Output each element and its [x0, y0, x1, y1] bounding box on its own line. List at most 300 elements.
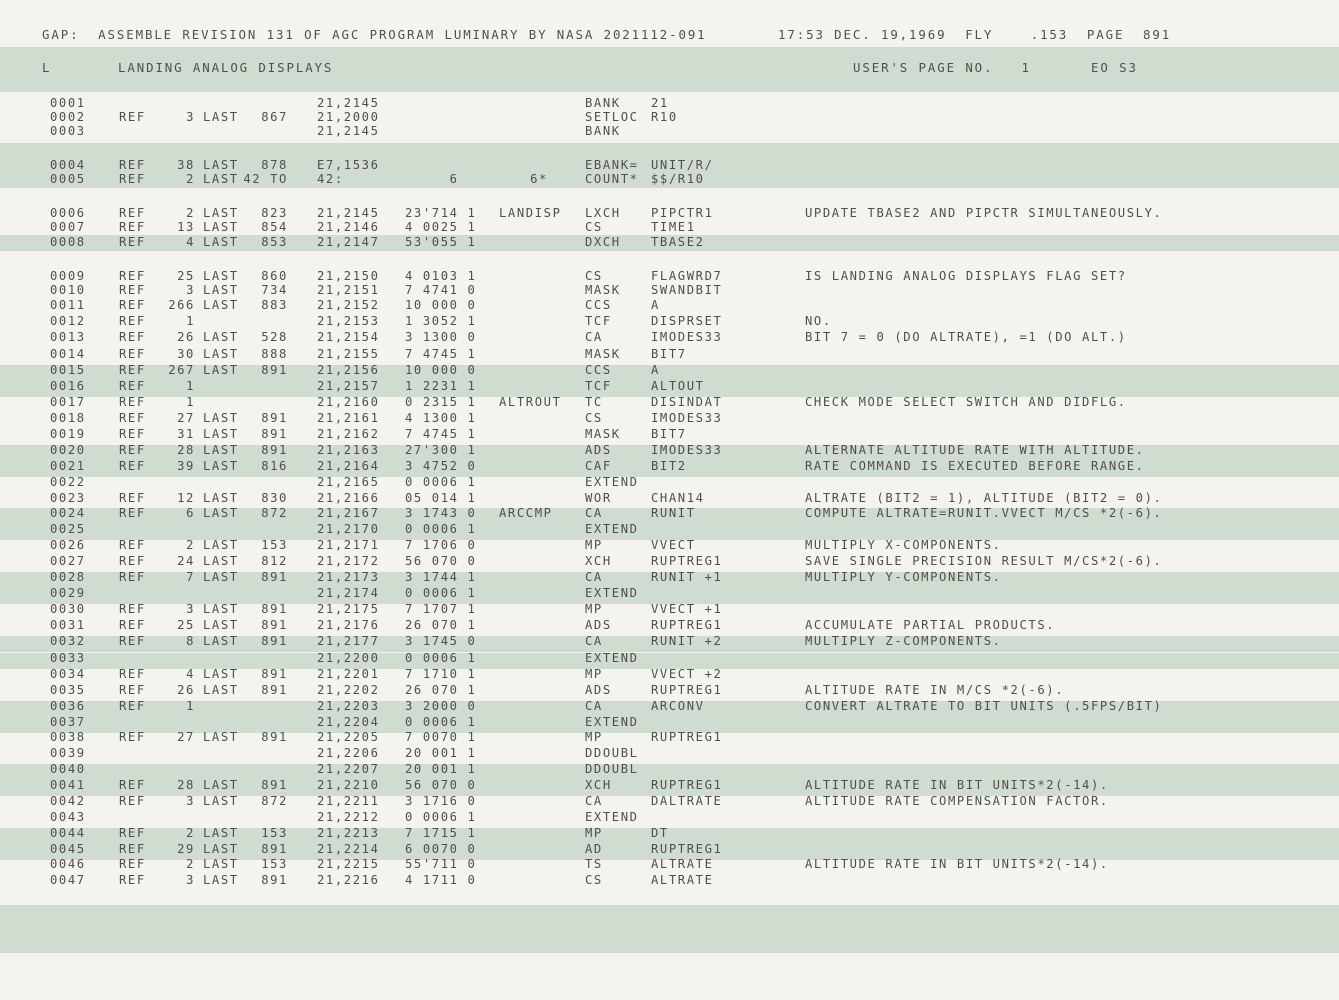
- row-opcode: BANK: [585, 124, 621, 138]
- row-opcode: CAF: [585, 459, 612, 473]
- row-comment: ALTITUDE RATE IN BIT UNITS*2(-14).: [805, 778, 1109, 792]
- row-operand: TIME1: [651, 220, 696, 234]
- row-ref: REF: [119, 873, 146, 887]
- row-last: LAST: [203, 506, 239, 520]
- row-comment: ALTITUDE RATE COMPENSATION FACTOR.: [805, 794, 1109, 808]
- row-line-number: 0041: [50, 778, 86, 792]
- row-operand: BIT7: [651, 347, 687, 361]
- row-opcode: SETLOC: [585, 110, 639, 124]
- row-ref: REF: [119, 443, 146, 457]
- row-line-number: 0036: [50, 699, 86, 713]
- row-ref: REF: [119, 158, 146, 172]
- row-last: LAST: [203, 220, 239, 234]
- row-octal-word: 20 001 1: [405, 746, 477, 760]
- row-last: LAST: [203, 158, 239, 172]
- row-comment: ALTITUDE RATE IN M/CS *2(-6).: [805, 683, 1065, 697]
- row-operand: BIT7: [651, 427, 687, 441]
- row-ref: REF: [119, 634, 146, 648]
- row-ref-count: 3: [186, 602, 195, 616]
- row-ref-count: 30: [177, 347, 195, 361]
- row-line-number: 0007: [50, 220, 86, 234]
- row-last-page: 528: [261, 330, 288, 344]
- row-last-page: 891: [261, 443, 288, 457]
- row-ref: REF: [119, 778, 146, 792]
- row-line-number: 0047: [50, 873, 86, 887]
- row-ref-count: 39: [177, 459, 195, 473]
- row-octal-word: 0 0006 1: [405, 586, 477, 600]
- row-operand: RUPTREG1: [651, 842, 723, 856]
- row-ref-count: 13: [177, 220, 195, 234]
- row-address: 21,2165: [317, 475, 380, 489]
- row-line-number: 0009: [50, 269, 86, 283]
- row-address: 21,2157: [317, 379, 380, 393]
- row-address: 21,2155: [317, 347, 380, 361]
- row-last-page: 872: [261, 506, 288, 520]
- row-address: 21,2160: [317, 395, 380, 409]
- row-line-number: 0011: [50, 298, 86, 312]
- row-ref-count: 2: [186, 538, 195, 552]
- row-octal-word: 27'300 1: [405, 443, 477, 457]
- row-operand: DT: [651, 826, 669, 840]
- row-address: 21,2162: [317, 427, 380, 441]
- row-line-number: 0032: [50, 634, 86, 648]
- row-address: 21,2205: [317, 730, 380, 744]
- row-opcode: EXTEND: [585, 651, 639, 665]
- row-line-number: 0003: [50, 124, 86, 138]
- row-ref: REF: [119, 683, 146, 697]
- row-octal-word: 0 0006 1: [405, 810, 477, 824]
- row-ref-count: 2: [186, 826, 195, 840]
- row-octal-word: 7 1710 1: [405, 667, 477, 681]
- row-operand: UNIT/R/: [651, 158, 714, 172]
- row-address: 21,2206: [317, 746, 380, 760]
- row-opcode: LXCH: [585, 206, 621, 220]
- row-last: LAST: [203, 730, 239, 744]
- row-last: LAST: [203, 778, 239, 792]
- row-label: ALTROUT: [499, 395, 562, 409]
- row-last: LAST: [203, 602, 239, 616]
- row-opcode: CS: [585, 873, 603, 887]
- row-octal-word: 0 2315 1: [405, 395, 477, 409]
- row-last-page: 42 TO: [243, 172, 288, 186]
- section-title: LANDING ANALOG DISPLAYS: [118, 60, 334, 75]
- row-address: 21,2161: [317, 411, 380, 425]
- row-address: 21,2210: [317, 778, 380, 792]
- row-opcode: EXTEND: [585, 522, 639, 536]
- row-address: 21,2145: [317, 96, 380, 110]
- row-opcode: XCH: [585, 778, 612, 792]
- row-last: LAST: [203, 172, 239, 186]
- row-last-page: 891: [261, 618, 288, 632]
- row-opcode: ADS: [585, 618, 612, 632]
- row-last-page: 860: [261, 269, 288, 283]
- row-operand: IMODES33: [651, 411, 723, 425]
- row-last: LAST: [203, 570, 239, 584]
- row-last-page: 878: [261, 158, 288, 172]
- row-last-page: 823: [261, 206, 288, 220]
- row-address: 21,2203: [317, 699, 380, 713]
- row-line-number: 0038: [50, 730, 86, 744]
- row-comment: COMPUTE ALTRATE=RUNIT.VVECT M/CS *2(-6).: [805, 506, 1163, 520]
- row-ref: REF: [119, 427, 146, 441]
- row-comment: ALTERNATE ALTITUDE RATE WITH ALTITUDE.: [805, 443, 1145, 457]
- row-ref: REF: [119, 842, 146, 856]
- row-address: 21,2150: [317, 269, 380, 283]
- row-line-number: 0010: [50, 283, 86, 297]
- row-operand: RUNIT +1: [651, 570, 723, 584]
- row-opcode: EXTEND: [585, 715, 639, 729]
- row-ref: REF: [119, 363, 146, 377]
- row-line-number: 0026: [50, 538, 86, 552]
- row-octal-word: 7 4745 1: [405, 347, 477, 361]
- row-line-number: 0020: [50, 443, 86, 457]
- row-opcode: AD: [585, 842, 603, 856]
- row-ref-count: 266: [168, 298, 195, 312]
- row-octal-word: 7 1707 1: [405, 602, 477, 616]
- row-opcode: CS: [585, 269, 603, 283]
- row-address: 21,2167: [317, 506, 380, 520]
- row-operand: BIT2: [651, 459, 687, 473]
- row-last-page: 891: [261, 730, 288, 744]
- row-comment: ALTRATE (BIT2 = 1), ALTITUDE (BIT2 = 0).: [805, 491, 1163, 505]
- row-operand: R10: [651, 110, 678, 124]
- row-comment: ALTITUDE RATE IN BIT UNITS*2(-14).: [805, 857, 1109, 871]
- row-opcode: CA: [585, 634, 603, 648]
- row-operand: A: [651, 363, 660, 377]
- row-address: 21,2201: [317, 667, 380, 681]
- row-address: 21,2202: [317, 683, 380, 697]
- row-last: LAST: [203, 634, 239, 648]
- row-ref: REF: [119, 269, 146, 283]
- row-octal-word: 7 1715 1: [405, 826, 477, 840]
- row-ref-count: 26: [177, 330, 195, 344]
- row-address: 21,2146: [317, 220, 380, 234]
- row-last: LAST: [203, 363, 239, 377]
- row-operand: ALTRATE: [651, 873, 714, 887]
- row-operand: VVECT +2: [651, 667, 723, 681]
- row-ref: REF: [119, 283, 146, 297]
- row-line-number: 0006: [50, 206, 86, 220]
- row-ref-count: 3: [186, 110, 195, 124]
- row-address: 21,2147: [317, 235, 380, 249]
- row-line-number: 0039: [50, 746, 86, 760]
- row-ref: REF: [119, 618, 146, 632]
- row-operand: 21: [651, 96, 669, 110]
- row-comment: RATE COMMAND IS EXECUTED BEFORE RANGE.: [805, 459, 1145, 473]
- row-ref: REF: [119, 395, 146, 409]
- row-operand: RUPTREG1: [651, 778, 723, 792]
- row-octal-word: 0 0006 1: [405, 475, 477, 489]
- row-address: 21,2153: [317, 314, 380, 328]
- row-last: LAST: [203, 873, 239, 887]
- row-last-page: 830: [261, 491, 288, 505]
- row-octal-word: 55'711 0: [405, 857, 477, 871]
- row-line-number: 0002: [50, 110, 86, 124]
- print-header-left: GAP: ASSEMBLE REVISION 131 OF AGC PROGRAM LUMINARY BY NASA 2021112-091: [42, 27, 707, 42]
- row-comment: CONVERT ALTRATE TO BIT UNITS (.5FPS/BIT): [805, 699, 1163, 713]
- row-octal-word: 3 1743 0: [405, 506, 477, 520]
- row-ref: REF: [119, 667, 146, 681]
- row-octal-word: 53'055 1: [405, 235, 477, 249]
- row-ref-count: 1: [186, 699, 195, 713]
- row-ref-count: 24: [177, 554, 195, 568]
- row-ref-count: 25: [177, 269, 195, 283]
- row-opcode: ADS: [585, 443, 612, 457]
- row-address: 21,2213: [317, 826, 380, 840]
- row-last: LAST: [203, 857, 239, 871]
- row-ref-count: 26: [177, 683, 195, 697]
- row-opcode: WOR: [585, 491, 612, 505]
- row-ref: REF: [119, 459, 146, 473]
- row-address: E7,1536: [317, 158, 380, 172]
- row-last-page: 891: [261, 411, 288, 425]
- row-line-number: 0025: [50, 522, 86, 536]
- row-last: LAST: [203, 427, 239, 441]
- row-address: 21,2171: [317, 538, 380, 552]
- row-label: ARCCMP: [499, 506, 553, 520]
- row-octal-word: 10 000 0: [405, 298, 477, 312]
- row-address: 21,2214: [317, 842, 380, 856]
- row-ref-count: 31: [177, 427, 195, 441]
- row-address: 21,2156: [317, 363, 380, 377]
- row-ref-count: 4: [186, 235, 195, 249]
- row-address: 21,2216: [317, 873, 380, 887]
- row-opcode: COUNT*: [585, 172, 639, 186]
- row-ref-count: 267: [168, 363, 195, 377]
- row-ref-count: 2: [186, 206, 195, 220]
- row-line-number: 0008: [50, 235, 86, 249]
- row-comment: MULTIPLY X-COMPONENTS.: [805, 538, 1002, 552]
- row-address: 21,2212: [317, 810, 380, 824]
- row-opcode: MP: [585, 826, 603, 840]
- row-line-number: 0029: [50, 586, 86, 600]
- row-octal-word: 3 1300 0: [405, 330, 477, 344]
- row-operand: DISPRSET: [651, 314, 723, 328]
- row-ref-count: 29: [177, 842, 195, 856]
- row-comment: UPDATE TBASE2 AND PIPCTR SIMULTANEOUSLY.: [805, 206, 1163, 220]
- row-line-number: 0004: [50, 158, 86, 172]
- row-ref-count: 6: [186, 506, 195, 520]
- row-octal-word: 05 014 1: [405, 491, 477, 505]
- print-header-right: 17:53 DEC. 19,1969 FLY .153 PAGE 891: [778, 27, 1172, 42]
- row-last-page: 891: [261, 427, 288, 441]
- row-opcode: EXTEND: [585, 475, 639, 489]
- row-opcode: CCS: [585, 363, 612, 377]
- row-operand: ALTRATE: [651, 857, 714, 871]
- row-octal-word: 7 4741 0: [405, 283, 477, 297]
- row-ref-count: 27: [177, 730, 195, 744]
- row-ref-count: 1: [186, 314, 195, 328]
- row-comment: BIT 7 = 0 (DO ALTRATE), =1 (DO ALT.): [805, 330, 1127, 344]
- row-line-number: 0022: [50, 475, 86, 489]
- row-operand: DALTRATE: [651, 794, 723, 808]
- row-ref: REF: [119, 110, 146, 124]
- row-address: 21,2207: [317, 762, 380, 776]
- row-last: LAST: [203, 683, 239, 697]
- row-ref-count: 28: [177, 443, 195, 457]
- row-last: LAST: [203, 554, 239, 568]
- row-ref-count: 1: [186, 379, 195, 393]
- row-label: LANDISP: [499, 206, 562, 220]
- row-last-page: 891: [261, 842, 288, 856]
- row-address: 21,2200: [317, 651, 380, 665]
- row-ref-count: 25: [177, 618, 195, 632]
- row-opcode: TCF: [585, 314, 612, 328]
- row-ref-count: 3: [186, 873, 195, 887]
- row-address: 21,2152: [317, 298, 380, 312]
- row-last: LAST: [203, 667, 239, 681]
- row-ref: REF: [119, 298, 146, 312]
- row-octal-word: 0 0006 1: [405, 715, 477, 729]
- row-line-number: 0024: [50, 506, 86, 520]
- row-opcode: CA: [585, 699, 603, 713]
- row-last-page: 891: [261, 778, 288, 792]
- row-address: 42:: [317, 172, 344, 186]
- row-octal-word: 4 0103 1: [405, 269, 477, 283]
- row-last: LAST: [203, 538, 239, 552]
- row-last-page: 153: [261, 538, 288, 552]
- row-ref-count: 2: [186, 172, 195, 186]
- row-ref: REF: [119, 538, 146, 552]
- row-line-number: 0028: [50, 570, 86, 584]
- row-last-page: 891: [261, 363, 288, 377]
- row-octal-word: 6 6*: [405, 172, 548, 186]
- row-last-page: 853: [261, 235, 288, 249]
- row-opcode: CCS: [585, 298, 612, 312]
- row-address: 21,2175: [317, 602, 380, 616]
- row-address: 21,2215: [317, 857, 380, 871]
- row-ref-count: 3: [186, 283, 195, 297]
- row-octal-word: 20 001 1: [405, 762, 477, 776]
- row-operand: RUPTREG1: [651, 618, 723, 632]
- row-operand: ARCONV: [651, 699, 705, 713]
- row-opcode: CA: [585, 794, 603, 808]
- row-line-number: 0014: [50, 347, 86, 361]
- row-ref: REF: [119, 491, 146, 505]
- row-opcode: EXTEND: [585, 810, 639, 824]
- row-operand: VVECT +1: [651, 602, 723, 616]
- row-operand: IMODES33: [651, 330, 723, 344]
- row-octal-word: 0 0006 1: [405, 522, 477, 536]
- row-octal-word: 10 000 0: [405, 363, 477, 377]
- row-line-number: 0013: [50, 330, 86, 344]
- row-line-number: 0046: [50, 857, 86, 871]
- row-operand: SWANDBIT: [651, 283, 723, 297]
- row-last: LAST: [203, 411, 239, 425]
- row-ref: REF: [119, 172, 146, 186]
- row-comment: MULTIPLY Z-COMPONENTS.: [805, 634, 1002, 648]
- row-last-page: 891: [261, 683, 288, 697]
- row-operand: RUNIT: [651, 506, 696, 520]
- row-opcode: XCH: [585, 554, 612, 568]
- row-last-page: 883: [261, 298, 288, 312]
- row-ref: REF: [119, 506, 146, 520]
- row-last: LAST: [203, 235, 239, 249]
- row-line-number: 0035: [50, 683, 86, 697]
- row-opcode: DDOUBL: [585, 746, 639, 760]
- row-octal-word: 7 4745 1: [405, 427, 477, 441]
- row-last: LAST: [203, 206, 239, 220]
- row-octal-word: 1 3052 1: [405, 314, 477, 328]
- row-line-number: 0027: [50, 554, 86, 568]
- row-operand: RUNIT +2: [651, 634, 723, 648]
- row-octal-word: 6 0070 0: [405, 842, 477, 856]
- row-line-number: 0033: [50, 651, 86, 665]
- row-ref: REF: [119, 347, 146, 361]
- row-operand: DISINDAT: [651, 395, 723, 409]
- row-opcode: MP: [585, 538, 603, 552]
- row-address: 21,2163: [317, 443, 380, 457]
- row-last: LAST: [203, 347, 239, 361]
- row-last-page: 891: [261, 634, 288, 648]
- row-opcode: MP: [585, 730, 603, 744]
- row-opcode: DDOUBL: [585, 762, 639, 776]
- row-octal-word: 7 0070 1: [405, 730, 477, 744]
- row-opcode: ADS: [585, 683, 612, 697]
- row-ref: REF: [119, 570, 146, 584]
- row-opcode: TS: [585, 857, 603, 871]
- row-line-number: 0030: [50, 602, 86, 616]
- row-opcode: CA: [585, 330, 603, 344]
- row-octal-word: 4 1711 0: [405, 873, 477, 887]
- row-line-number: 0042: [50, 794, 86, 808]
- row-octal-word: 0 0006 1: [405, 651, 477, 665]
- row-octal-word: 23'714 1: [405, 206, 477, 220]
- row-opcode: BANK: [585, 96, 621, 110]
- row-line-number: 0018: [50, 411, 86, 425]
- row-address: 21,2173: [317, 570, 380, 584]
- row-comment: NO.: [805, 314, 832, 328]
- row-comment: IS LANDING ANALOG DISPLAYS FLAG SET?: [805, 269, 1127, 283]
- row-line-number: 0044: [50, 826, 86, 840]
- row-last: LAST: [203, 298, 239, 312]
- row-opcode: MASK: [585, 283, 621, 297]
- row-address: 21,2154: [317, 330, 380, 344]
- row-address: 21,2145: [317, 206, 380, 220]
- row-last-page: 891: [261, 570, 288, 584]
- row-ref: REF: [119, 602, 146, 616]
- row-address: 21,2174: [317, 586, 380, 600]
- row-line-number: 0037: [50, 715, 86, 729]
- row-operand: RUPTREG1: [651, 554, 723, 568]
- row-last: LAST: [203, 794, 239, 808]
- row-octal-word: 3 4752 0: [405, 459, 477, 473]
- row-last-page: 153: [261, 857, 288, 871]
- row-ref: REF: [119, 730, 146, 744]
- row-address: 21,2164: [317, 459, 380, 473]
- green-band: [0, 905, 1339, 953]
- row-comment: ACCUMULATE PARTIAL PRODUCTS.: [805, 618, 1056, 632]
- row-address: 21,2177: [317, 634, 380, 648]
- row-ref: REF: [119, 554, 146, 568]
- row-line-number: 0034: [50, 667, 86, 681]
- row-comment: CHECK MODE SELECT SWITCH AND DIDFLG.: [805, 395, 1127, 409]
- row-line-number: 0005: [50, 172, 86, 186]
- row-ref: REF: [119, 699, 146, 713]
- row-last-page: 854: [261, 220, 288, 234]
- row-octal-word: 3 2000 0: [405, 699, 477, 713]
- row-octal-word: 26 070 1: [405, 618, 477, 632]
- row-operand: FLAGWRD7: [651, 269, 723, 283]
- row-last-page: 867: [261, 110, 288, 124]
- row-address: 21,2145: [317, 124, 380, 138]
- row-last: LAST: [203, 618, 239, 632]
- row-octal-word: 56 070 0: [405, 554, 477, 568]
- row-opcode: EXTEND: [585, 586, 639, 600]
- row-operand: VVECT: [651, 538, 696, 552]
- row-ref: REF: [119, 411, 146, 425]
- row-operand: ALTOUT: [651, 379, 705, 393]
